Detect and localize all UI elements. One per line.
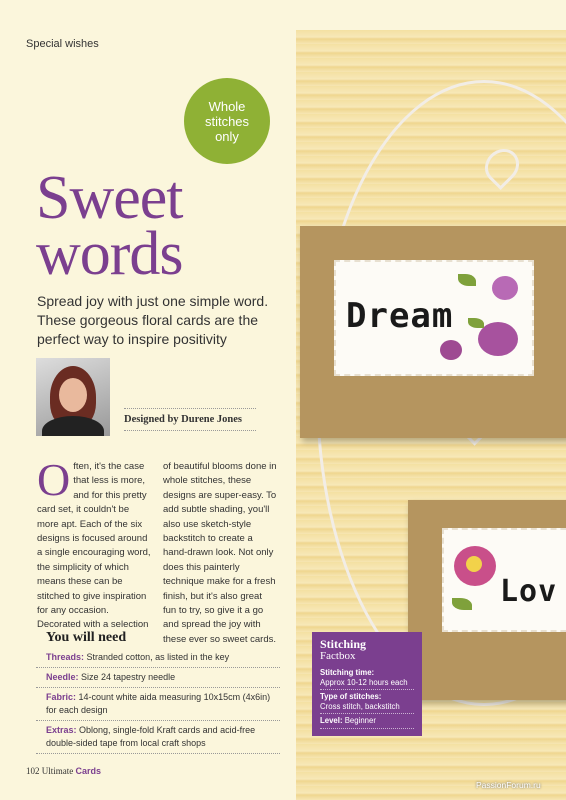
dream-stitched-panel	[334, 260, 534, 376]
rose-pink	[478, 322, 518, 356]
rose-small	[492, 276, 518, 300]
badge-line-2: stitches	[204, 113, 250, 129]
intro-text: Spread joy with just one simple word. These gorgeous floral cards are the perfect way to inspire positivity	[37, 293, 269, 347]
you-will-need-box	[36, 630, 280, 756]
page-number: 102	[26, 766, 40, 776]
page-title	[36, 164, 183, 288]
magazine-name: Ultimate	[41, 766, 74, 776]
designer-photo	[36, 358, 110, 436]
drop-cap: O	[37, 454, 71, 505]
factbox-row-level: Level: Beginner	[320, 714, 414, 729]
body-column-2	[163, 460, 277, 647]
page-folio	[26, 766, 101, 776]
whole-stitches-badge	[184, 78, 270, 164]
factbox-row-stitches: Type of stitches: Cross stitch, backstitch	[320, 690, 414, 714]
body-text-1: ften, it's the case that less is more, and for this pretty card set, it couldn't be more apt. Each of the six designs is focused around a single encouraging word, the simplicity of which means these can be stitched to give inspiration for any occasion. Decorated with a selection	[37, 461, 151, 631]
stitching-factbox	[312, 632, 422, 736]
you-will-need-heading: You will need	[46, 630, 127, 645]
need-item-needle: Needle: Size 24 tapestry needle	[36, 670, 280, 688]
need-item-threads: Threads: Stranded cotton, as listed in the key	[36, 650, 280, 668]
love-word: Lov	[500, 574, 558, 609]
love-stitched-panel	[442, 528, 566, 632]
factbox-row-time: Stitching time: Approx 10-12 hours each	[320, 666, 414, 690]
love-card	[408, 500, 566, 700]
body-column-1	[37, 454, 151, 633]
dream-card	[300, 226, 566, 438]
badge-line-3: only	[215, 128, 239, 144]
title-line-1: Sweet	[36, 164, 183, 232]
dream-word: Dream	[346, 296, 454, 336]
need-item-fabric: Fabric: 14-count white aida measuring 10x15cm (4x6in) for each design	[36, 690, 280, 721]
site-watermark: PassionForum.ru	[476, 780, 541, 790]
need-item-extras: Extras: Oblong, single-fold Kraft cards and acid-free double-sided tape from local craft shops	[36, 723, 280, 754]
leaf-3	[452, 598, 472, 610]
badge-line-1: Whole	[208, 98, 246, 114]
magazine-name-accent: Cards	[75, 766, 102, 776]
factbox-title: Stitching	[320, 637, 367, 651]
leaf	[458, 274, 476, 286]
section-label: Special wishes	[26, 38, 99, 50]
flower-centre	[466, 556, 482, 572]
rose-bud	[440, 340, 462, 360]
body-text-2: of beautiful blooms done in whole stitches, these designs are super-easy. To add subtle shading, you'll also use sketch-style backstitch to create a hand-drawn look. Not only does this painterly technique make for a fresh finish, but it's also great fun to try, so give it a go and spread the joy with these ever so sweet cards.	[163, 461, 277, 645]
designer-credit: Designed by Durene Jones	[124, 408, 256, 431]
title-line-2: words	[36, 220, 183, 288]
factbox-subtitle: Factbox	[320, 650, 356, 662]
leaf-2	[468, 318, 484, 328]
